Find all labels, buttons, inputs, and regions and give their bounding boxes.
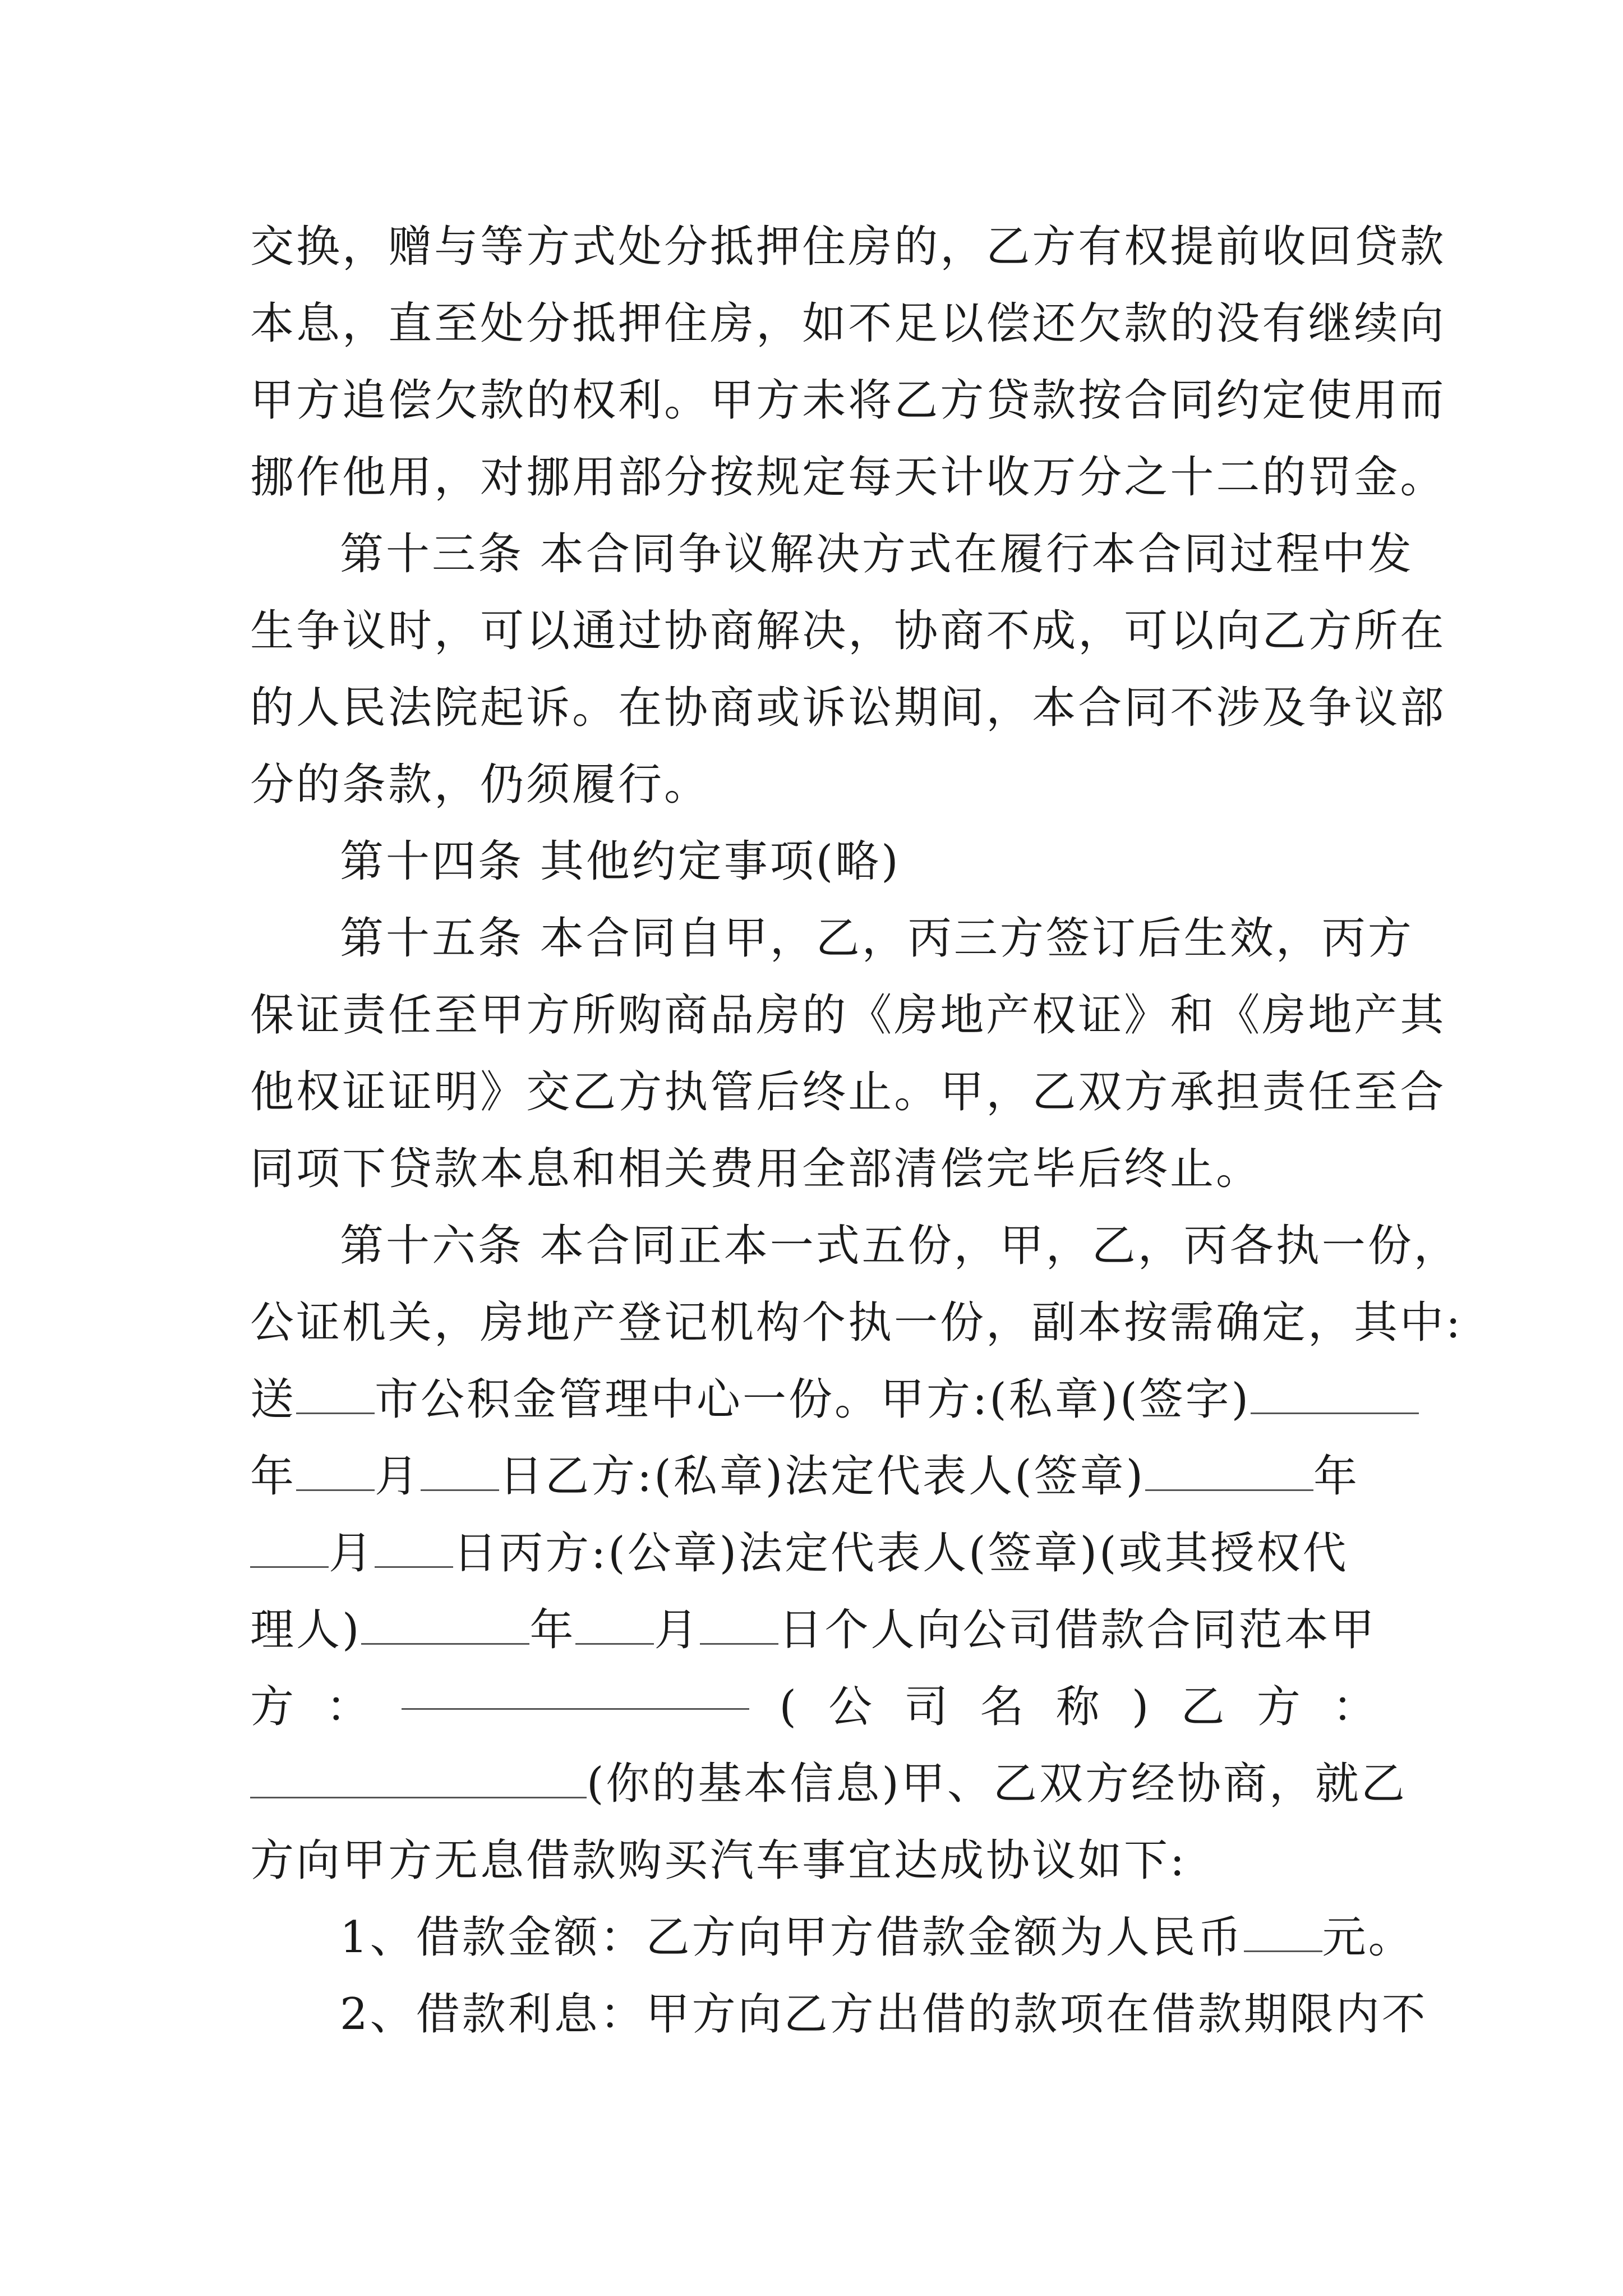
fill-blank	[1145, 1450, 1313, 1491]
char: 部	[618, 452, 665, 503]
char: 可	[480, 606, 527, 656]
char: 有	[1262, 298, 1308, 349]
char: 《	[1216, 990, 1262, 1041]
char: 乙	[572, 1067, 619, 1117]
char: 涉	[1216, 683, 1262, 733]
char: 权	[572, 375, 619, 426]
char: 挪	[250, 452, 297, 503]
char: 赠	[388, 222, 435, 272]
char: 商	[710, 683, 757, 733]
text-fragment: 日乙方:(私章)法定代表人(签章)	[499, 1451, 1146, 1502]
char: 以	[1170, 606, 1216, 656]
char: 贷	[986, 375, 1032, 426]
char: 所	[1354, 606, 1400, 656]
char: 乙	[1032, 1067, 1078, 1117]
clause-2: 2、借款利息：甲方向乙方出借的款项在借款期限内不	[340, 1989, 1428, 2040]
char: 院	[434, 683, 481, 733]
char: 作	[296, 452, 343, 503]
char: 以	[940, 298, 986, 349]
char: 乙	[894, 375, 940, 426]
char: 的	[1170, 298, 1216, 349]
clause-1	[250, 1899, 1414, 1976]
char: 至	[1354, 1067, 1400, 1117]
char: 款	[1124, 298, 1170, 349]
char: 产	[986, 990, 1032, 1041]
text-fragment: ：	[1332, 1682, 1378, 1732]
fill-blank	[575, 1604, 654, 1645]
text-fragment: 年	[1313, 1451, 1360, 1502]
fill-blank	[296, 1373, 375, 1414]
char: ，	[986, 1067, 1032, 1117]
text-fragment: 月	[654, 1605, 700, 1655]
document-body	[250, 209, 1463, 2053]
char: 任	[388, 990, 435, 1041]
text-fragment: 公	[828, 1682, 875, 1732]
char: 方	[526, 990, 573, 1041]
text-fragment: 称	[1055, 1682, 1102, 1732]
char: 本	[1032, 683, 1078, 733]
char: 房	[756, 990, 803, 1041]
text-fragment: 元。	[1322, 1912, 1414, 1963]
char: 款	[1400, 222, 1446, 272]
char: 房	[1262, 990, 1308, 1041]
char: 不	[986, 606, 1032, 656]
char: 不	[1170, 683, 1216, 733]
text-fragment: 司	[904, 1682, 951, 1732]
char: 金	[1354, 452, 1400, 503]
char: 终	[802, 1067, 849, 1117]
char: 证	[342, 1067, 389, 1117]
char: 在	[1400, 606, 1446, 656]
text-line	[250, 362, 1446, 439]
char: 追	[342, 375, 389, 426]
text-fragment: 月	[329, 1528, 375, 1579]
char: 。	[1400, 452, 1446, 503]
text-fragment: (你的基本信息)甲、乙双方经协商，就乙	[587, 1759, 1407, 1809]
signature-line-2	[250, 1438, 1378, 1515]
char: 如	[802, 298, 849, 349]
char: 挪	[526, 452, 573, 503]
article-14-heading: 第十四条 其他约定事项(略)	[340, 836, 901, 887]
text-line: 同项下贷款本息和相关费用全部清偿完毕后终止。	[250, 1144, 1262, 1194]
char: 协	[664, 683, 711, 733]
char: 明	[434, 1067, 481, 1117]
char: 房	[848, 222, 895, 272]
char: 责	[1262, 1067, 1308, 1117]
char: 解	[756, 606, 803, 656]
char: 的	[526, 375, 573, 426]
fill-blank	[375, 1527, 453, 1568]
text-fragment: 日个人向公司借款合同范本甲	[778, 1605, 1377, 1655]
char: 商	[940, 606, 986, 656]
fill-blank	[250, 1757, 587, 1798]
char: 协	[894, 606, 940, 656]
char: 用	[1354, 375, 1400, 426]
char: ，	[342, 222, 389, 272]
text-fragment: 方	[250, 1682, 297, 1732]
char: 回	[1308, 222, 1354, 272]
char: 没	[1216, 298, 1262, 349]
char: 权	[1032, 990, 1078, 1041]
char: 讼	[848, 683, 895, 733]
char: 抵	[572, 298, 619, 349]
char: 他	[250, 1067, 297, 1117]
char: 过	[618, 606, 665, 656]
char: 乙	[986, 222, 1032, 272]
char: 双	[1078, 1067, 1124, 1117]
char: 款	[1032, 375, 1078, 426]
text-fragment: 理人)	[250, 1605, 362, 1655]
char: 合	[1400, 1067, 1446, 1117]
char: 决	[802, 606, 849, 656]
char: 证	[296, 990, 343, 1041]
signature-line-4	[250, 1592, 1378, 1669]
text-line	[250, 439, 1446, 516]
text-line: 分的条款，仍须履行。	[250, 760, 711, 810]
char: 方	[296, 375, 343, 426]
char: 偿	[388, 375, 435, 426]
char: 管	[710, 1067, 757, 1117]
fill-blank	[421, 1450, 499, 1491]
char: 承	[1170, 1067, 1216, 1117]
char: 至	[434, 990, 481, 1041]
article-13-heading: 第十三条 本合同争议解决方式在履行本合同过程中发	[340, 529, 1414, 579]
fill-blank	[402, 1669, 749, 1710]
char: 的	[802, 990, 849, 1041]
char: 利	[618, 375, 665, 426]
text-line	[250, 593, 1446, 670]
char: 处	[618, 222, 665, 272]
char: 交	[250, 222, 297, 272]
text-line	[250, 977, 1446, 1054]
char: 他	[342, 452, 389, 503]
char: 贷	[1354, 222, 1400, 272]
char: 止	[848, 1067, 895, 1117]
char: 直	[388, 298, 435, 349]
text-fragment: 乙	[1181, 1682, 1227, 1732]
char: 按	[1078, 375, 1124, 426]
text-fragment: )	[1131, 1682, 1151, 1732]
char: 向	[1400, 298, 1446, 349]
char: 每	[848, 452, 895, 503]
char: 人	[296, 683, 343, 733]
char: ，	[756, 298, 803, 349]
char: 民	[342, 683, 389, 733]
char: 十	[1170, 452, 1216, 503]
char: 定	[802, 452, 849, 503]
char: 收	[986, 452, 1032, 503]
text-line: 方向甲方无息借款购买汽车事宜达成协议如下:	[250, 1835, 1187, 1886]
char: 以	[526, 606, 573, 656]
char: 向	[1216, 606, 1262, 656]
char: 分	[526, 298, 573, 349]
char: 》	[1124, 990, 1170, 1041]
text-line: 公证机关，房地产登记机构个执一份，副本按需确定，其中:	[250, 1297, 1463, 1348]
char: 分	[664, 222, 711, 272]
char: 起	[480, 683, 527, 733]
char: 》	[480, 1067, 527, 1117]
char: ，	[342, 298, 389, 349]
char: 按	[710, 452, 757, 503]
char: 协	[664, 606, 711, 656]
char: 争	[296, 606, 343, 656]
char: 住	[802, 222, 849, 272]
char: 任	[1308, 1067, 1354, 1117]
char: 用	[572, 452, 619, 503]
char: 地	[940, 990, 986, 1041]
char: 权	[296, 1067, 343, 1117]
char: 计	[940, 452, 986, 503]
text-fragment: 年	[250, 1451, 297, 1502]
char: 。	[894, 1067, 940, 1117]
char: 交	[526, 1067, 573, 1117]
char: 押	[618, 298, 665, 349]
char: 诉	[802, 683, 849, 733]
char: 分	[664, 452, 711, 503]
text-line	[250, 1054, 1446, 1131]
signature-line-3	[250, 1515, 1378, 1592]
text-fragment: (	[779, 1682, 799, 1732]
char: 与	[434, 222, 481, 272]
char: 产	[1354, 990, 1400, 1041]
char: 后	[756, 1067, 803, 1117]
article-15-heading: 第十五条 本合同自甲，乙，丙三方签订后生效，丙方	[340, 913, 1414, 964]
char: 未	[802, 375, 849, 426]
char: 期	[894, 683, 940, 733]
char: 可	[1124, 606, 1170, 656]
char: 地	[1308, 990, 1354, 1041]
char: 和	[1170, 990, 1216, 1041]
char: 的	[250, 683, 297, 733]
char: 房	[894, 990, 940, 1041]
char: 式	[572, 222, 619, 272]
char: 或	[756, 683, 803, 733]
char: ，	[848, 606, 895, 656]
char: 二	[1216, 452, 1262, 503]
char: 足	[894, 298, 940, 349]
char: 处	[480, 298, 527, 349]
char: 商	[664, 990, 711, 1041]
char: 分	[1078, 452, 1124, 503]
char: 担	[1216, 1067, 1262, 1117]
fill-blank	[296, 1450, 375, 1491]
char: 方	[1124, 1067, 1170, 1117]
party-info-line	[250, 1746, 1407, 1823]
char: 房	[710, 298, 757, 349]
char: 不	[848, 298, 895, 349]
text-line	[250, 670, 1446, 747]
char: 在	[618, 683, 665, 733]
char: 诉	[526, 683, 573, 733]
text-fragment: ：	[326, 1682, 372, 1732]
char: 同	[1170, 375, 1216, 426]
char: 购	[618, 990, 665, 1041]
char: 甲	[710, 375, 757, 426]
fill-blank	[361, 1604, 529, 1645]
char: 规	[756, 452, 803, 503]
char: 方	[526, 222, 573, 272]
char: 使	[1308, 375, 1354, 426]
char: 。	[572, 683, 619, 733]
char: 间	[940, 683, 986, 733]
text-fragment: 市公积金管理中心一份。甲方:(私章)(签字)	[375, 1374, 1251, 1425]
char: 继	[1308, 298, 1354, 349]
char: 的	[894, 222, 940, 272]
char: 住	[664, 298, 711, 349]
char: 合	[1078, 683, 1124, 733]
text-line	[250, 209, 1446, 286]
char: ，	[940, 222, 986, 272]
signature-line-1	[250, 1361, 1378, 1438]
char: 而	[1400, 375, 1446, 426]
char: 甲	[250, 375, 297, 426]
fill-blank	[700, 1604, 778, 1645]
char: 商	[710, 606, 757, 656]
text-fragment: 名	[980, 1682, 1026, 1732]
text-fragment: 方	[1256, 1682, 1303, 1732]
char: 还	[1032, 298, 1078, 349]
char: 定	[1262, 375, 1308, 426]
char: 所	[572, 990, 619, 1041]
char: 换	[296, 222, 343, 272]
char: 乙	[1262, 606, 1308, 656]
fill-blank	[250, 1527, 329, 1568]
char: 成	[1032, 606, 1078, 656]
article-16-heading: 第十六条 本合同正本一式五份，甲，乙，丙各执一份，	[340, 1221, 1460, 1271]
char: 部	[1400, 683, 1446, 733]
char: 证	[388, 1067, 435, 1117]
char: 方	[1308, 606, 1354, 656]
char: 天	[894, 452, 940, 503]
char: 。	[664, 375, 711, 426]
char: 等	[480, 222, 527, 272]
char: 前	[1216, 222, 1262, 272]
char: 执	[664, 1067, 711, 1117]
char: 欠	[434, 375, 481, 426]
char: 将	[848, 375, 895, 426]
char: ，	[434, 606, 481, 656]
char: 有	[1078, 222, 1124, 272]
char: 方	[940, 375, 986, 426]
char: 通	[572, 606, 619, 656]
char: 续	[1354, 298, 1400, 349]
char: 欠	[1078, 298, 1124, 349]
char: 之	[1124, 452, 1170, 503]
char: 保	[250, 990, 297, 1041]
char: ，	[1078, 606, 1124, 656]
char: 对	[480, 452, 527, 503]
char: 责	[342, 990, 389, 1041]
char: 议	[342, 606, 389, 656]
char: 提	[1170, 222, 1216, 272]
char: 议	[1354, 683, 1400, 733]
text-fragment: 日丙方:(公章)法定代表人(签章)(或其授权代	[453, 1528, 1349, 1579]
char: ，	[434, 452, 481, 503]
char: 罚	[1308, 452, 1354, 503]
party-line	[250, 1669, 1378, 1746]
char: 息	[296, 298, 343, 349]
text-fragment: 月	[375, 1451, 421, 1502]
text-fragment: 送	[250, 1374, 297, 1425]
char: 甲	[940, 1067, 986, 1117]
char: 合	[1124, 375, 1170, 426]
fill-blank	[1251, 1373, 1419, 1414]
char: 约	[1216, 375, 1262, 426]
char: 其	[1400, 990, 1446, 1041]
char: 偿	[986, 298, 1032, 349]
char: 权	[1124, 222, 1170, 272]
char: 押	[756, 222, 803, 272]
char: 万	[1032, 452, 1078, 503]
char: 同	[1124, 683, 1170, 733]
char: 《	[848, 990, 895, 1041]
char: 抵	[710, 222, 757, 272]
char: 甲	[480, 990, 527, 1041]
char: 时	[388, 606, 435, 656]
char: 方	[618, 1067, 665, 1117]
char: 方	[756, 375, 803, 426]
text-fragment: 年	[529, 1605, 576, 1655]
char: 本	[250, 298, 297, 349]
char: 用	[388, 452, 435, 503]
char: 法	[388, 683, 435, 733]
char: 方	[1032, 222, 1078, 272]
char: 的	[1262, 452, 1308, 503]
text-line	[250, 286, 1446, 362]
char: ，	[986, 683, 1032, 733]
char: 及	[1262, 683, 1308, 733]
char: 证	[1078, 990, 1124, 1041]
char: 至	[434, 298, 481, 349]
char: 品	[710, 990, 757, 1041]
char: 争	[1308, 683, 1354, 733]
fill-blank	[1244, 1911, 1322, 1952]
char: 生	[250, 606, 297, 656]
char: 款	[480, 375, 527, 426]
char: 收	[1262, 222, 1308, 272]
text-fragment: 1、借款金额：乙方向甲方借款金额为人民币	[340, 1912, 1244, 1963]
